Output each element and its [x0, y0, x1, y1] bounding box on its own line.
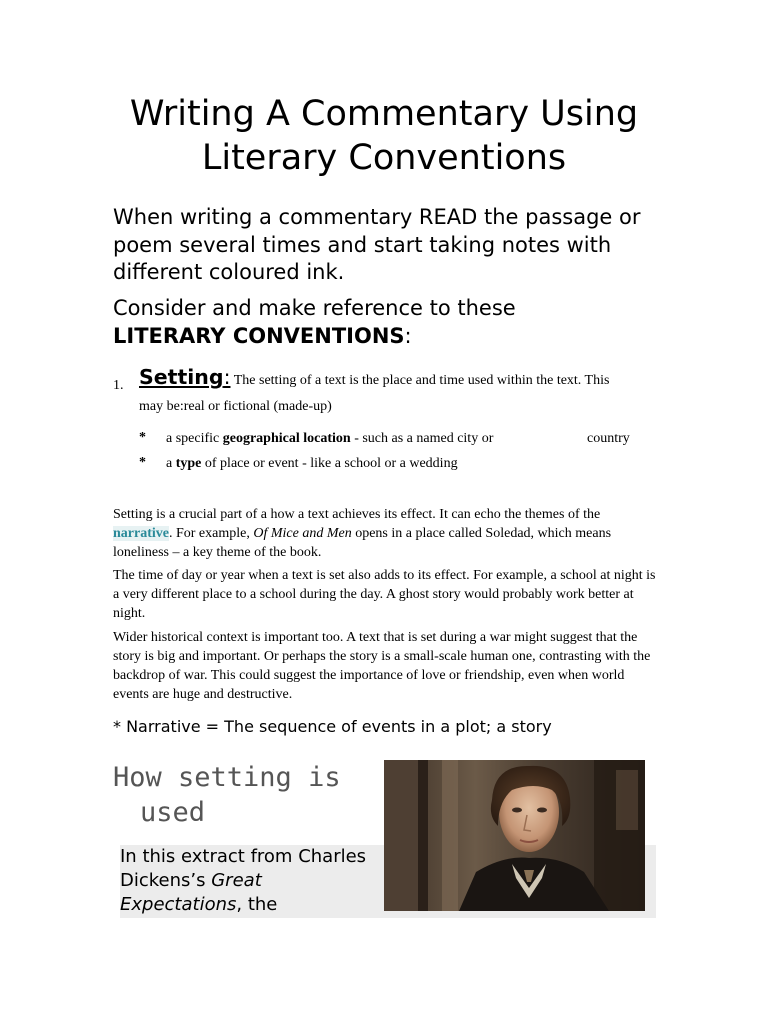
consider-text: Consider and make reference to these: [113, 296, 516, 320]
setting-paragraph-3: Wider historical context is important too. A text that is set during a war might suggest that the story is big and important. Or perhaps the story is a small-scale human one, contrasting with the backdrop of war. This could suggest the importance of love or friendship, even when world events are huge and destructive.: [113, 630, 651, 702]
how-setting-line-2: used: [140, 797, 206, 828]
setting-definition-2: may be:real or fictional (made-up): [139, 399, 332, 414]
setting-definition-1: The setting of a text is the place and time used within the text. This: [233, 373, 610, 388]
setting-paragraph-1: [113, 505, 658, 562]
setting-heading: Setting: [139, 365, 224, 389]
book-title: Of Mice and Men: [253, 526, 352, 541]
extract-text: [120, 845, 382, 917]
bullet-tail: country: [587, 431, 630, 446]
narrative-definition: * Narrative = The sequence of events in a plot; a story: [113, 717, 552, 736]
extract-part: In this extract from Charles Dickens’s: [120, 846, 367, 891]
bullet-prefix: a: [166, 456, 176, 471]
list-number: 1.: [113, 378, 124, 393]
title-line-1: Writing A Commentary Using: [129, 94, 639, 134]
page-title: [0, 92, 768, 180]
bullet-marker: *: [139, 455, 146, 470]
consider-colon: :: [404, 324, 412, 348]
narrative-link[interactable]: narrative: [113, 526, 169, 541]
title-line-2: Literary Conventions: [201, 138, 567, 178]
consider-paragraph: [113, 294, 673, 350]
bullet-suffix: - such as a named city or: [350, 431, 494, 446]
bullet-prefix: a specific: [166, 431, 223, 446]
intro-paragraph: When writing a commentary READ the passage or poem several times and start taking notes with different coloured ink.: [113, 205, 641, 284]
extract-part: , the: [236, 894, 278, 915]
paragraph-text: opens in a place called Soledad, which means loneliness – a key theme of the book.: [113, 526, 612, 560]
bullet-suffix: of place or event - like a school or a wedding: [201, 456, 458, 471]
bullet-item: [166, 454, 458, 473]
literary-conventions-label: LITERARY CONVENTIONS: [113, 324, 405, 348]
setting-heading-line: [139, 365, 659, 390]
bullet-bold: type: [175, 456, 202, 471]
how-setting-line-1: How setting is: [113, 762, 341, 793]
extract-book-title: Great Expectations: [120, 870, 262, 915]
setting-paragraph-2: The time of day or year when a text is set also adds to its effect. For example, a school at night is a very different place to a school during the day. A ghost story would probably work better at night.: [113, 568, 656, 621]
paragraph-text: Setting is a crucial part of a how a text achieves its effect. It can echo the themes of the: [113, 507, 601, 522]
bullet-marker: *: [139, 430, 146, 445]
how-setting-heading: [113, 760, 373, 830]
bullet-item: [166, 429, 493, 448]
paragraph-text: . For example,: [168, 526, 254, 541]
setting-colon: :: [223, 365, 231, 389]
pip-portrait-image: [384, 760, 645, 911]
bullet-bold: geographical location: [222, 431, 351, 446]
